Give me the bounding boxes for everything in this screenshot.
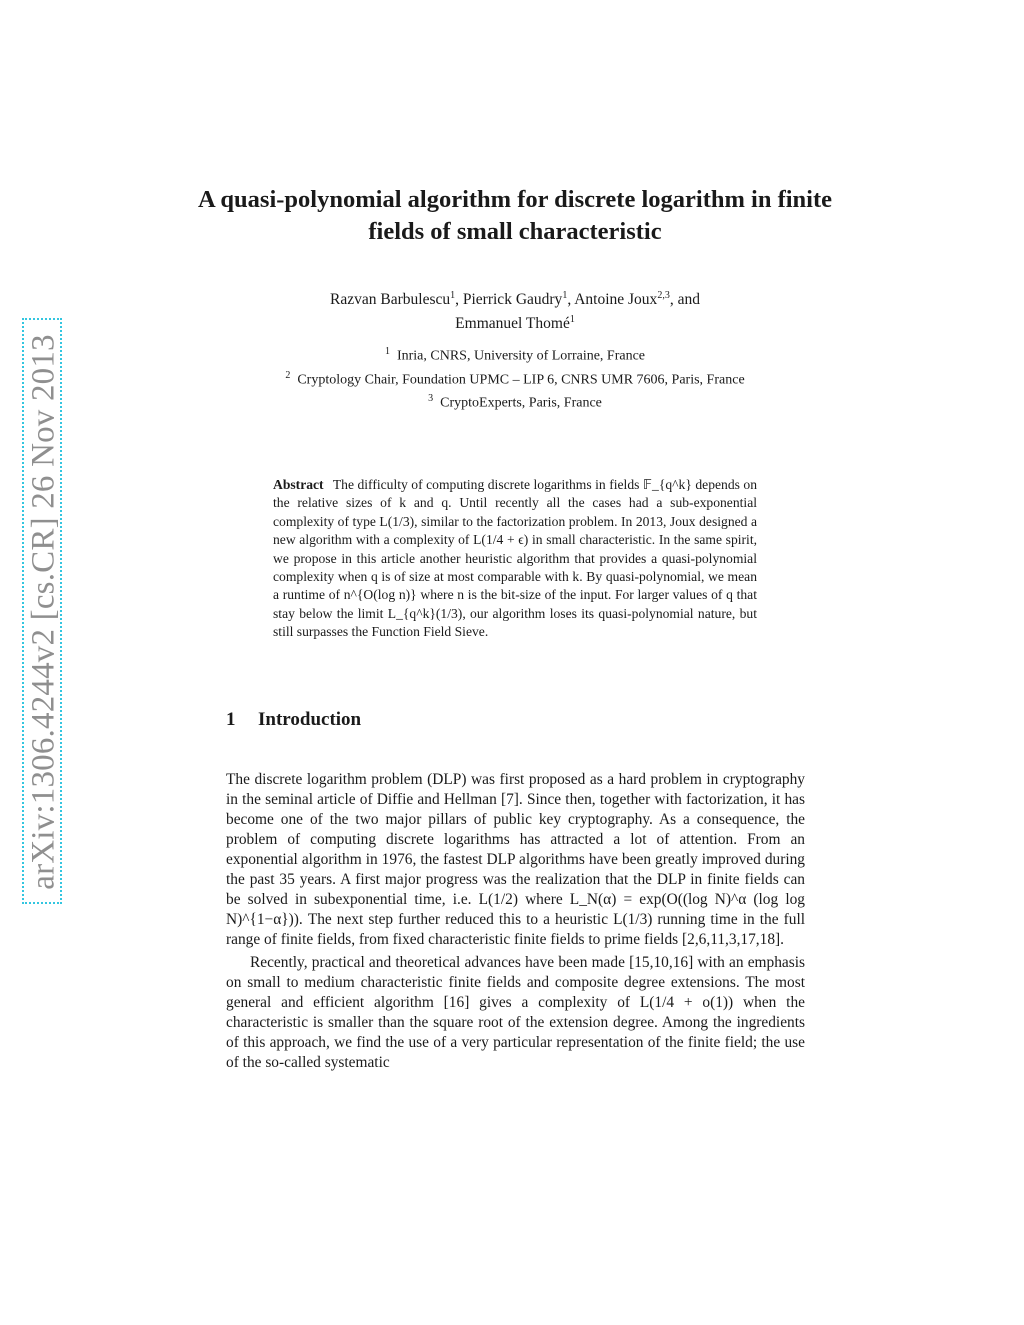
author-conjunction: and <box>677 291 700 309</box>
affiliation <box>200 389 830 413</box>
paragraph: Recently, practical and theoretical advances have been made [15,10,16] with an emphasis on small to medium characteristic finite fields and composite degree extensions. The most general and efficient algorithm [16] gives a complexity of L(1/4 + o(1)) when the characteristic is smaller than the square root of the extension degree. Among the ingredients of this approach, we find the use of a very particular representation of the finite field; the use of the so-called systematic <box>226 954 805 1071</box>
affiliation-mark: 3 <box>428 393 434 405</box>
paragraph: The discrete logarithm problem (DLP) was first proposed as a hard problem in cryptography in the seminal article of Diffie and Hellman [7]. Since then, together with factorization, it has become one of the two major pillars of public key cryptography. As a consequence, the problem of computing discrete logarithms has attracted a lot of attention. From an exponential algorithm in 1976, the fastest DLP algorithms have been greatly improved during the past 35 years. A first major progress was the realization that the DLP in finite fields can be solved in subexponential time, i.e. L(1/2) where L_N(α) = exp(O((log N)^α (log log N)^{1−α})). The next step further reduced this to a heuristic L(1/3) running time in the full range of finite fields, from fixed characteristic finite fields to prime fields [2,6,11,3,17,18]. <box>226 771 805 948</box>
author-name: Emmanuel Thomé <box>455 315 570 333</box>
author-affil-mark: 1 <box>450 290 456 301</box>
section-title: Introduction <box>258 709 362 730</box>
affiliation-text: Cryptology Chair, Foundation UPMC – LIP 6, CNRS UMR 7606, Paris, France <box>297 372 745 388</box>
affiliation-text: CryptoExperts, Paris, France <box>440 395 602 411</box>
section-body <box>226 770 805 1076</box>
author-affil-mark: 1 <box>562 290 568 301</box>
arxiv-id: arXiv:1306.4244v2 [cs.CR] 26 Nov 2013 <box>25 334 62 890</box>
author-name: Antoine Joux <box>574 291 658 309</box>
affiliation-mark: 1 <box>384 346 390 357</box>
section-heading <box>226 709 361 731</box>
affiliation-mark: 2 <box>285 369 291 381</box>
author-list: Razvan Barbulescu$^1$, Pierrick Gaudry$^1$, Antoine Joux$^{2,3}$, and Emmanuel Thomé$^1$ <box>330 290 700 333</box>
affiliation-list <box>200 342 830 413</box>
author-affil-mark: 2,3 <box>657 290 670 301</box>
abstract <box>273 476 757 642</box>
paper-title: A quasi-polynomial algorithm for discrete logarithm in finite fields of small characteristic <box>197 186 833 245</box>
abstract-text: The difficulty of computing discrete logarithms in fields 𝔽_{q^k} depends on the relative sizes of k and q. Until recently all the cases had a sub-exponential complexity of type L(1/3), similar to the factorization problem. In 2013, Joux designed a new algorithm with a complexity of L(1/4 + ϵ) in small characteristic. In the same spirit, we propose in this article another heuristic algorithm that provides a quasi-polynomial complexity when q is of size at most comparable with k. By quasi-polynomial, we mean a runtime of n^{O(log n)} where n is the bit-size of the input. For larger values of q that stay below the limit L_{q^k}(1/3), our algorithm loses its quasi-polynomial nature, but still surpasses the Function Field Sieve. <box>273 477 757 640</box>
affiliation-text: Inria, CNRS, University of Lorraine, France <box>396 348 646 364</box>
affiliation <box>200 366 830 390</box>
author-name: Pierrick Gaudry <box>462 291 563 309</box>
arxiv-stamp[interactable] <box>22 318 66 906</box>
author-affil-mark: 1 <box>569 314 575 326</box>
abstract-label: Abstract <box>273 477 324 492</box>
affiliation <box>200 342 830 366</box>
section-number: 1 <box>226 709 236 730</box>
author-name: Razvan Barbulescu <box>330 291 451 309</box>
